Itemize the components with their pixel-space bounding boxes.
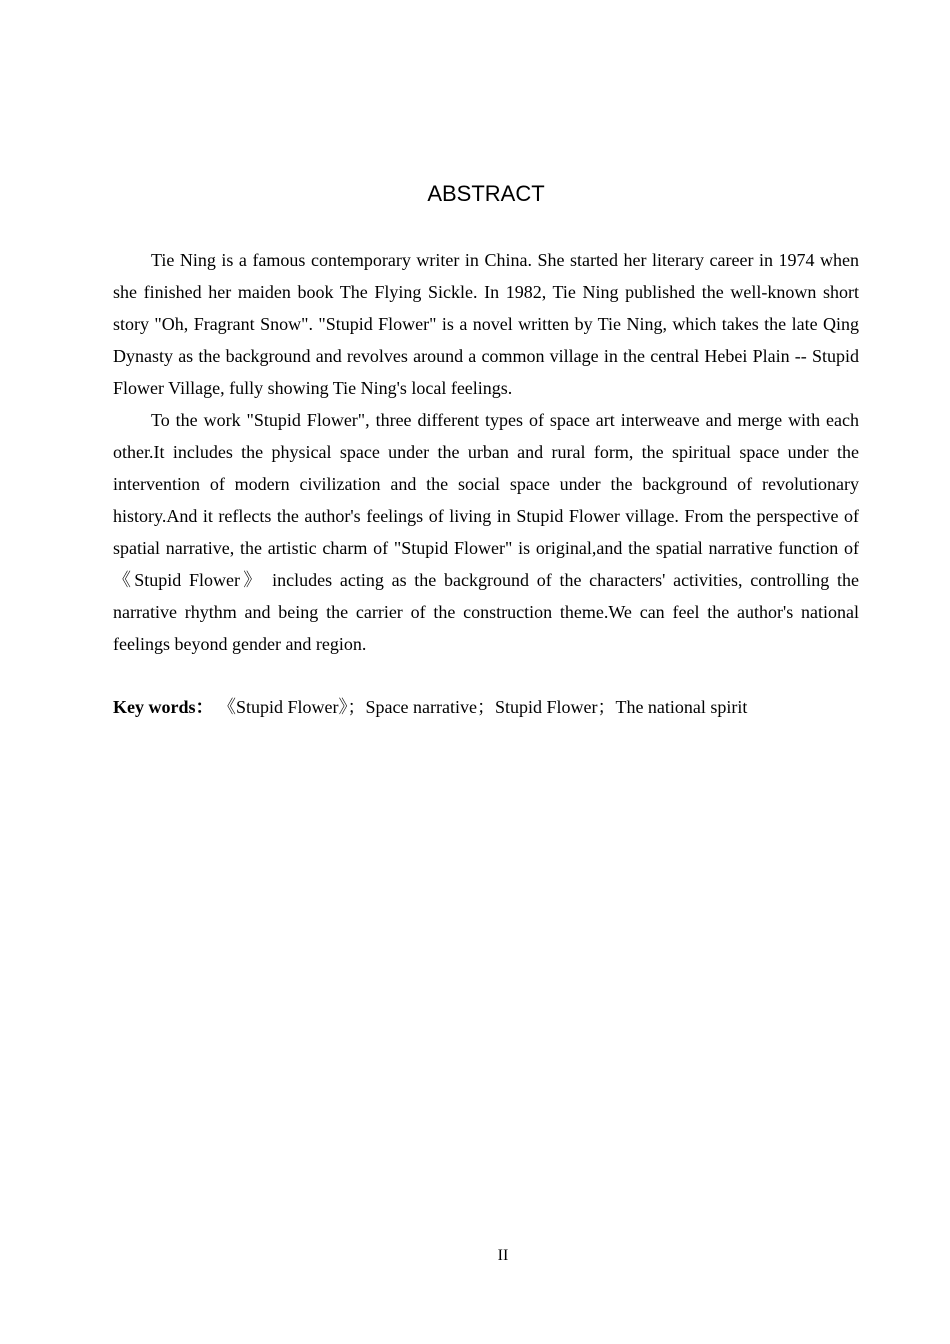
keywords-label: Key words： bbox=[113, 697, 214, 717]
abstract-paragraph: Tie Ning is a famous contemporary writer in China. She started her literary career in 1974 when she finished her maiden book The Flying Sickle. In 1982, Tie Ning published the well-known short story "Oh, Fragrant Snow". "Stupid Flower" is a novel written by Tie Ning, which takes the late Qing Dynasty as the background and revolves around a common village in the central Hebei Plain -- Stupid Flower Village, fully showing Tie Ning's local feelings. bbox=[113, 250, 859, 398]
abstract-body bbox=[113, 244, 859, 660]
keywords-value: 《Stupid Flower》；Space narrative；Stupid Flower；The national spirit bbox=[218, 697, 748, 717]
page-title: ABSTRACT bbox=[427, 181, 545, 206]
abstract-paragraph: To the work "Stupid Flower", three different types of space art interweave and merge with each other.It includes the physical space under the urban and rural form, the spiritual space under the intervention of modern civilization and the social space under the background of revolutionary history.And it reflects the author's feelings of living in Stupid Flower village. From the perspective of spatial narrative, the artistic charm of "Stupid Flower" is original,and the spatial narrative function of 《Stupid Flower》 includes acting as the background of the characters' activities, controlling the narrative rhythm and being the carrier of the construction theme.We can feel the author's national feelings beyond gender and region. bbox=[113, 410, 859, 654]
keywords-line bbox=[113, 691, 859, 723]
page-number: II bbox=[497, 1247, 509, 1264]
